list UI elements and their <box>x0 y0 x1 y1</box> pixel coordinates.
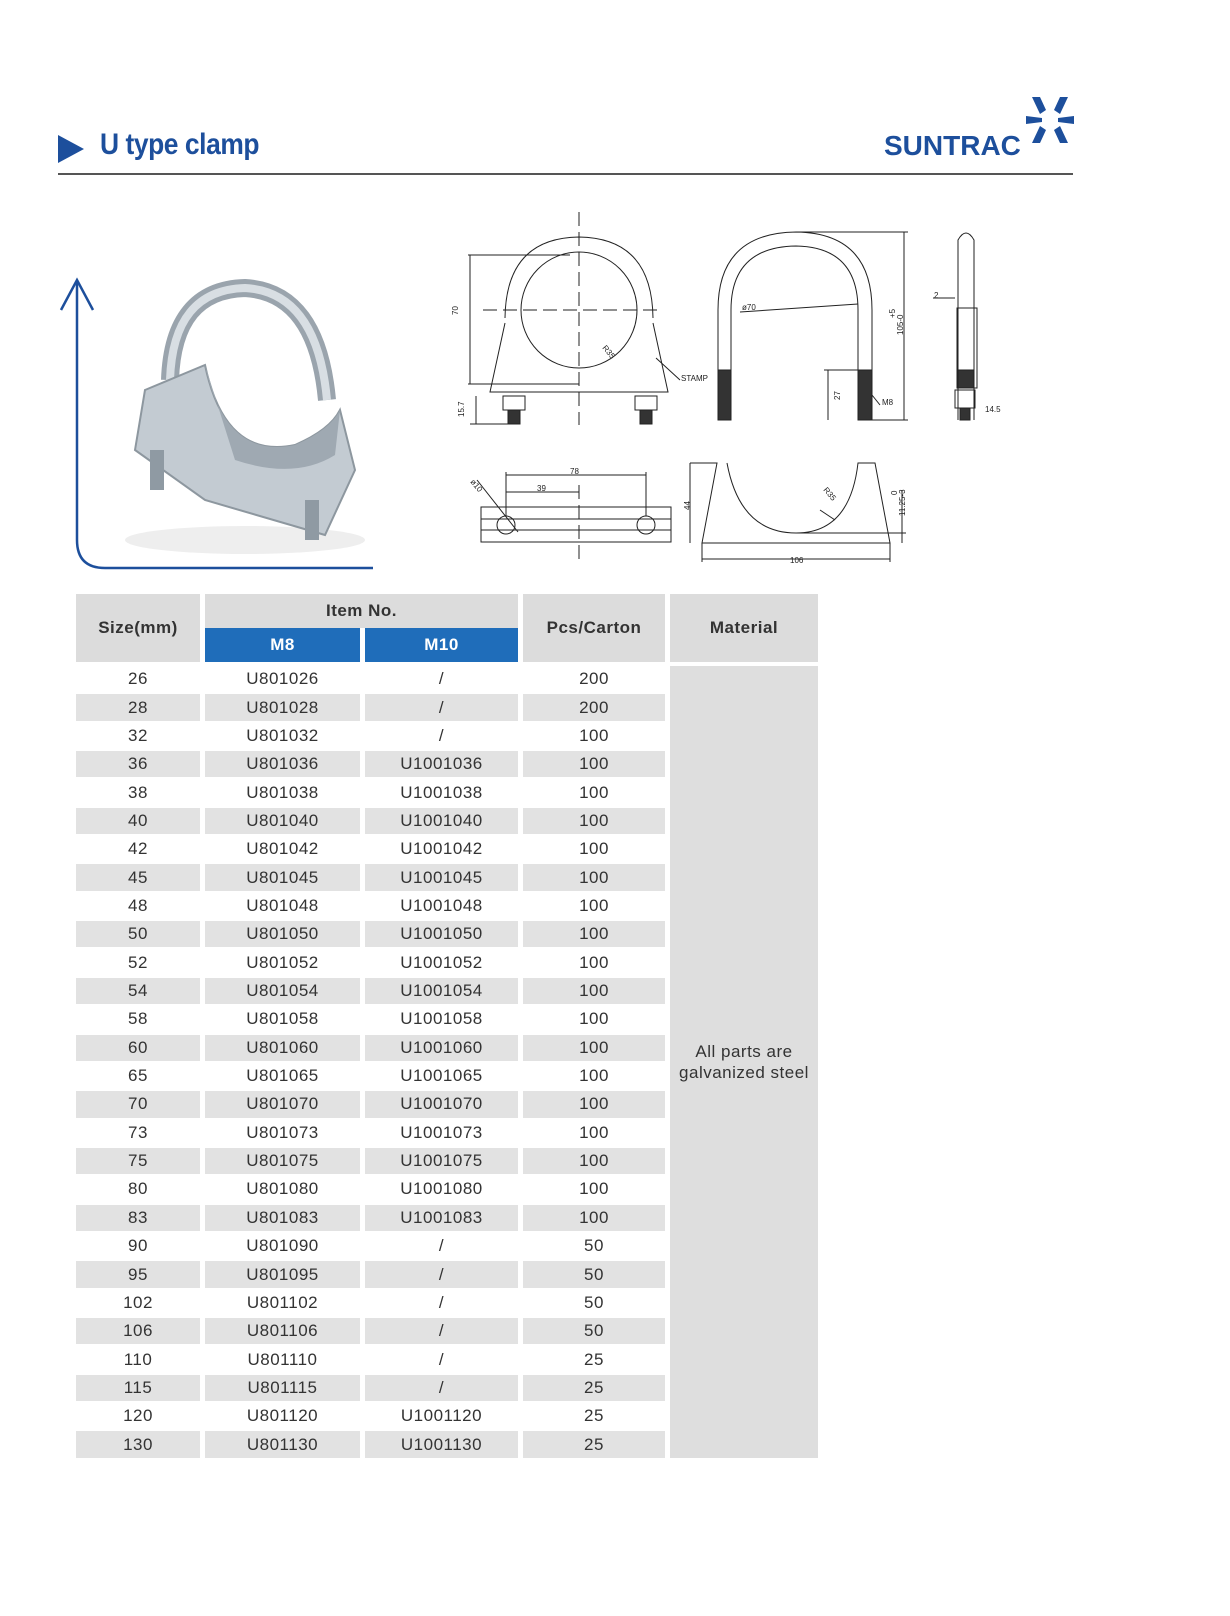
size-cell: 38 <box>128 782 148 802</box>
m10-item-cell: U1001075 <box>365 1148 518 1174</box>
m10-item-cell: / <box>365 694 518 720</box>
m10-item-cell: U1001045 <box>365 864 518 890</box>
dim-side-width: 14.5 <box>985 405 1001 414</box>
title-bullet-icon <box>58 135 84 163</box>
m8-item-cell: U801102 <box>246 1292 319 1312</box>
m10-item-cell: / <box>438 1349 445 1369</box>
dim-hole-spacing: 78 <box>570 467 579 476</box>
pcs-carton-cell: 25 <box>584 1406 604 1426</box>
size-cell: 32 <box>128 725 148 745</box>
header-size: Size(mm) <box>76 594 200 662</box>
m8-item-cell: U801045 <box>205 864 360 890</box>
dim-nut-height: 15.7 <box>457 401 466 417</box>
size-cell: 54 <box>76 978 200 1004</box>
dim-hole-diameter: ø10 <box>468 477 485 494</box>
size-cell: 48 <box>128 895 148 915</box>
dim-bolt-diameter: ø70 <box>742 303 756 312</box>
dim-saddle-tol-top: 0 <box>890 490 899 495</box>
m10-item-cell: U1001058 <box>400 1009 483 1029</box>
header-item-no: Item No. <box>205 594 518 628</box>
pcs-carton-cell: 100 <box>579 725 609 745</box>
m8-item-cell: U801032 <box>246 725 319 745</box>
pcs-carton-cell: 100 <box>523 978 665 1004</box>
dim-half-spacing: 39 <box>537 484 546 493</box>
pcs-carton-cell: 100 <box>523 808 665 834</box>
m8-item-cell: U801054 <box>205 978 360 1004</box>
pcs-carton-cell: 100 <box>579 782 609 802</box>
m10-item-cell: / <box>438 1236 445 1256</box>
m10-item-cell: U1001060 <box>365 1035 518 1061</box>
pcs-carton-cell: 100 <box>579 1066 609 1086</box>
size-cell: 28 <box>76 694 200 720</box>
header-material: Material <box>670 594 818 662</box>
m8-item-cell: U801028 <box>205 694 360 720</box>
m8-item-cell: U801042 <box>246 839 319 859</box>
m8-item-cell: U801052 <box>246 952 319 972</box>
m10-item-cell: U1001052 <box>400 952 483 972</box>
dim-saddle-width: 106 <box>790 556 804 565</box>
size-cell: 83 <box>76 1205 200 1231</box>
m8-item-cell: U801065 <box>246 1066 319 1086</box>
size-cell: 106 <box>76 1318 200 1344</box>
size-cell: 75 <box>76 1148 200 1174</box>
m10-item-cell: / <box>365 1375 518 1401</box>
m10-item-cell: U1001065 <box>400 1066 483 1086</box>
m8-item-cell: U801095 <box>205 1261 360 1287</box>
m8-item-cell: U801048 <box>246 895 319 915</box>
m10-item-cell: / <box>365 1261 518 1287</box>
m10-item-cell: U1001038 <box>400 782 483 802</box>
m8-item-cell: U801073 <box>246 1122 319 1142</box>
m8-item-cell: U801115 <box>205 1375 360 1401</box>
size-cell: 50 <box>76 921 200 947</box>
size-cell: 42 <box>128 839 148 859</box>
size-cell: 130 <box>76 1431 200 1457</box>
m8-item-cell: U801070 <box>205 1091 360 1117</box>
size-cell: 52 <box>128 952 148 972</box>
pcs-carton-cell: 100 <box>579 895 609 915</box>
pcs-carton-cell: 100 <box>523 1148 665 1174</box>
m10-item-cell: U1001120 <box>400 1406 483 1426</box>
m10-item-cell: U1001130 <box>365 1431 518 1457</box>
dim-saddle-radius: R35 <box>821 485 838 503</box>
dim-bolt-tolerance: +5 <box>888 308 897 318</box>
m10-item-cell: U1001083 <box>365 1205 518 1231</box>
m10-item-cell: U1001048 <box>400 895 483 915</box>
pcs-carton-cell: 25 <box>523 1431 665 1457</box>
m8-item-cell: U801060 <box>205 1035 360 1061</box>
header-m8: M8 <box>205 628 360 662</box>
brand-logo-mark-icon <box>1022 92 1078 148</box>
header-m10: M10 <box>365 628 518 662</box>
size-cell: 45 <box>76 864 200 890</box>
size-cell: 115 <box>76 1375 200 1401</box>
material-line-2: galvanized steel <box>679 1063 809 1082</box>
m8-item-cell: U801075 <box>205 1148 360 1174</box>
pcs-carton-cell: 100 <box>523 1091 665 1117</box>
size-cell: 120 <box>123 1406 153 1426</box>
size-cell: 90 <box>128 1236 148 1256</box>
size-cell: 40 <box>76 808 200 834</box>
size-cell: 26 <box>128 669 148 689</box>
brand-logo: SUNTRAC <box>884 130 1021 161</box>
m10-item-cell: U1001054 <box>365 978 518 1004</box>
pcs-carton-cell: 100 <box>579 1122 609 1142</box>
size-cell: 58 <box>128 1009 148 1029</box>
m8-item-cell: U801120 <box>246 1406 319 1426</box>
size-cell: 73 <box>128 1122 148 1142</box>
material-line-1: All parts are <box>695 1042 793 1061</box>
pcs-carton-cell: 200 <box>579 669 609 689</box>
pcs-carton-cell: 100 <box>523 921 665 947</box>
pcs-carton-cell: 100 <box>523 751 665 777</box>
size-cell: 102 <box>123 1292 153 1312</box>
size-cell: 60 <box>76 1035 200 1061</box>
m10-item-cell: / <box>438 1292 445 1312</box>
size-cell: 95 <box>76 1261 200 1287</box>
m8-item-cell: U801080 <box>246 1179 319 1199</box>
product-photo <box>55 270 385 575</box>
size-cell: 110 <box>123 1349 153 1369</box>
size-cell: 65 <box>128 1066 148 1086</box>
dim-thread-length: 27 <box>833 391 842 400</box>
m10-item-cell: U1001042 <box>400 839 483 859</box>
m10-item-cell: U1001040 <box>365 808 518 834</box>
m8-item-cell: U801050 <box>205 921 360 947</box>
dim-saddle-height: 44 <box>683 501 692 510</box>
dim-side-offset: 2 <box>934 291 939 300</box>
pcs-carton-cell: 200 <box>523 694 665 720</box>
m8-item-cell: U801040 <box>205 808 360 834</box>
pcs-carton-cell: 100 <box>579 952 609 972</box>
pcs-carton-cell: 100 <box>579 1179 609 1199</box>
stamp-label: STAMP <box>681 374 708 383</box>
dim-saddle-tolerance: 11.25-3 <box>898 489 907 516</box>
page-title: U type clamp <box>100 128 260 161</box>
m10-item-cell: U1001070 <box>365 1091 518 1117</box>
header-pcs-carton: Pcs/Carton <box>523 594 665 662</box>
size-cell: 80 <box>128 1179 148 1199</box>
pcs-carton-cell: 100 <box>523 1035 665 1061</box>
dim-front-radius: R35 <box>600 343 617 361</box>
m10-item-cell: U1001080 <box>400 1179 483 1199</box>
m8-item-cell: U801110 <box>247 1349 318 1369</box>
m8-item-cell: U801058 <box>246 1009 319 1029</box>
pcs-carton-cell: 50 <box>523 1261 665 1287</box>
m8-item-cell: U801038 <box>246 782 319 802</box>
dim-bolt-height: 105-0 <box>896 314 905 335</box>
size-cell: 36 <box>76 751 200 777</box>
pcs-carton-cell: 100 <box>579 1009 609 1029</box>
m8-item-cell: U801036 <box>205 751 360 777</box>
m10-item-cell: / <box>438 669 445 689</box>
material-cell <box>670 666 818 1458</box>
pcs-carton-cell: 25 <box>523 1375 665 1401</box>
m10-item-cell: U1001050 <box>365 921 518 947</box>
pcs-carton-cell: 25 <box>584 1349 604 1369</box>
m10-item-cell: / <box>438 725 445 745</box>
pcs-carton-cell: 100 <box>579 839 609 859</box>
m10-item-cell: U1001073 <box>400 1122 483 1142</box>
header-divider <box>58 173 1073 175</box>
technical-drawing <box>440 210 1020 575</box>
pcs-carton-cell: 50 <box>584 1236 604 1256</box>
dim-front-height: 70 <box>451 306 460 315</box>
thread-label: M8 <box>882 398 894 407</box>
size-cell: 70 <box>76 1091 200 1117</box>
pcs-carton-cell: 100 <box>523 864 665 890</box>
pcs-carton-cell: 50 <box>523 1318 665 1344</box>
m10-item-cell: U1001036 <box>365 751 518 777</box>
m10-item-cell: / <box>365 1318 518 1344</box>
m8-item-cell: U801106 <box>205 1318 360 1344</box>
pcs-carton-cell: 50 <box>584 1292 604 1312</box>
m8-item-cell: U801090 <box>246 1236 319 1256</box>
pcs-carton-cell: 100 <box>523 1205 665 1231</box>
m8-item-cell: U801026 <box>246 669 319 689</box>
m8-item-cell: U801130 <box>205 1431 360 1457</box>
m8-item-cell: U801083 <box>205 1205 360 1231</box>
